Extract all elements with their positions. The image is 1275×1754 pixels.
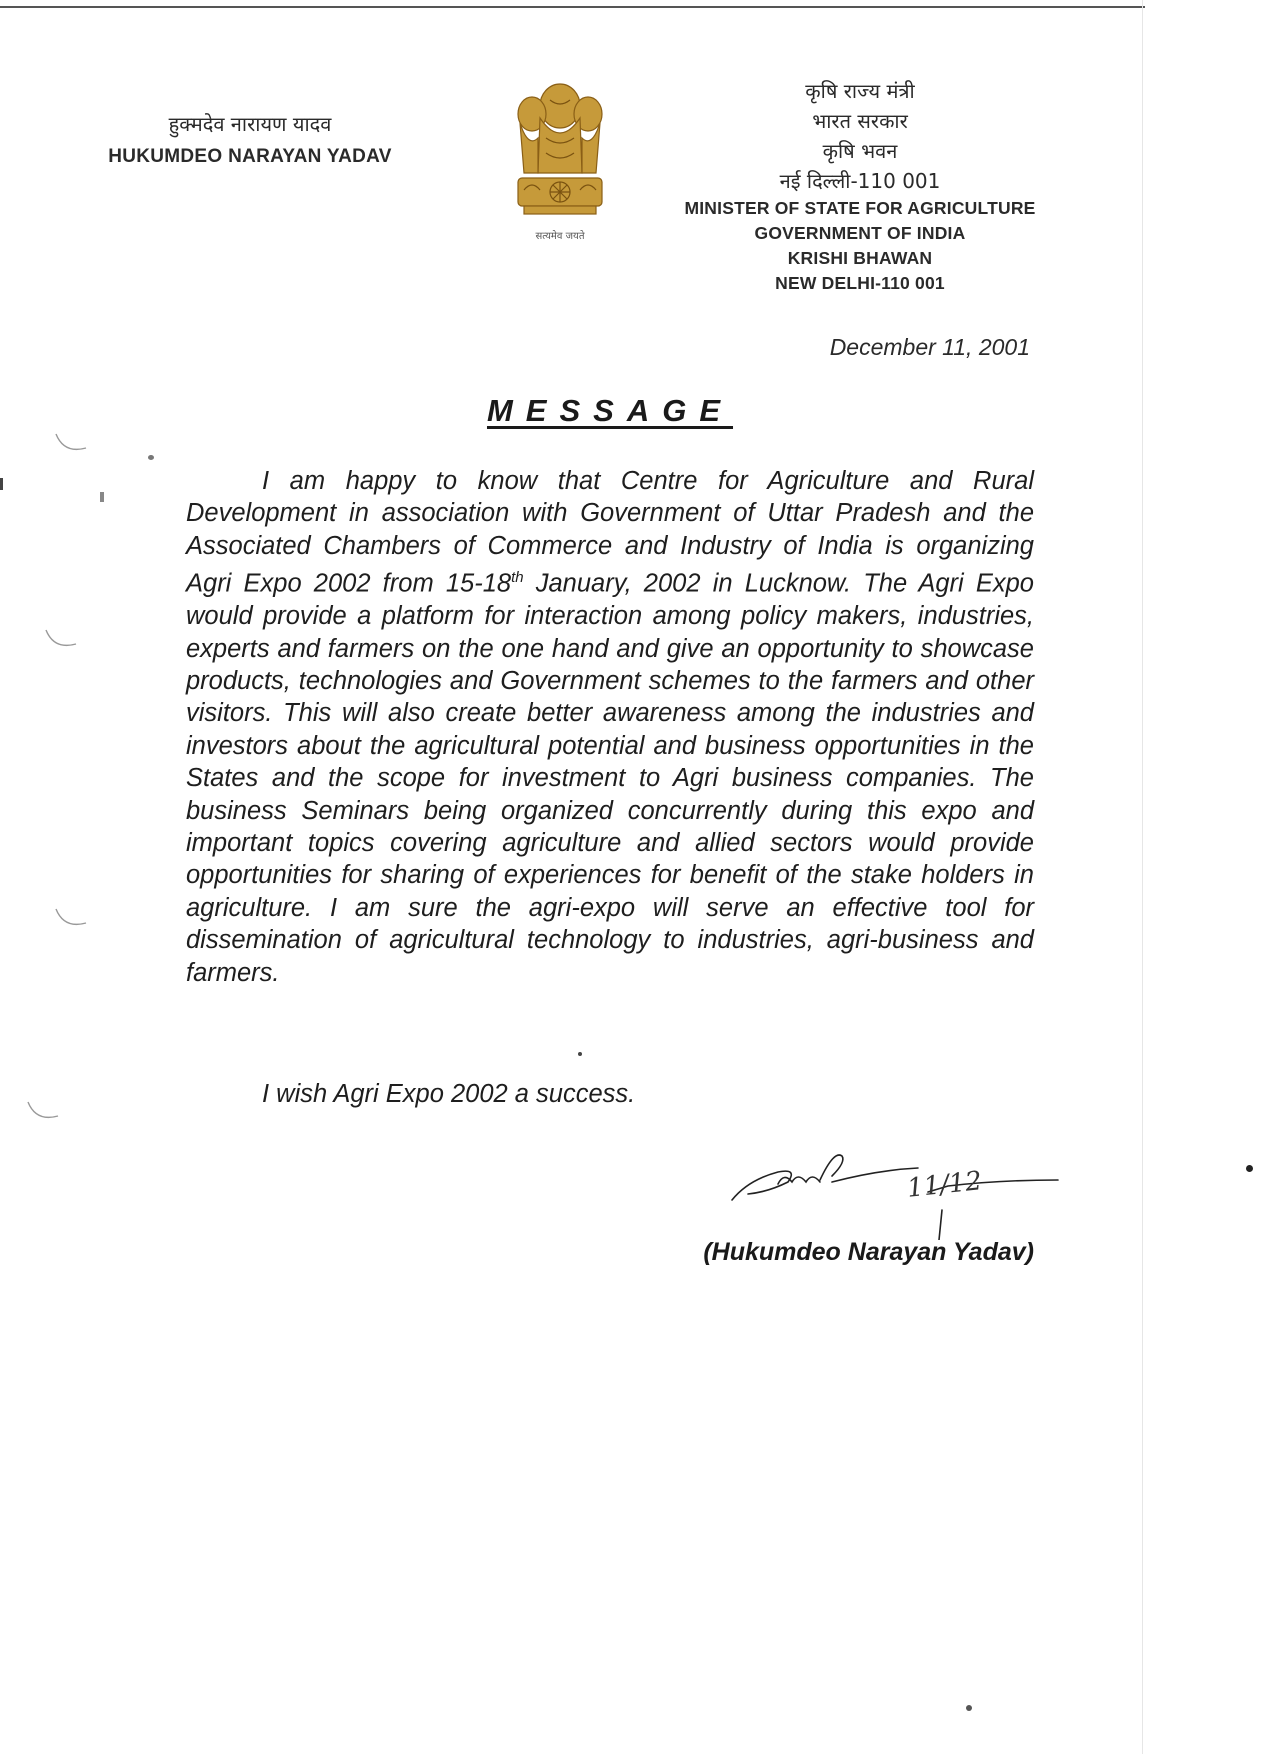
signature-icon	[728, 1120, 1064, 1240]
office-line-english: MINISTER OF STATE FOR AGRICULTURE	[684, 198, 1036, 218]
scan-mark-icon	[42, 626, 82, 656]
office-line-english: GOVERNMENT OF INDIA	[754, 223, 966, 243]
scan-speck	[578, 1052, 582, 1056]
sender-name-hindi: हुक्मदेव नारायण यादव	[168, 112, 332, 136]
scan-speck	[966, 1705, 972, 1711]
message-heading: MESSAGE	[486, 393, 734, 428]
ordinal-suffix: th	[511, 569, 524, 587]
signatory-name: (Hukumdeo Narayan Yadav)	[703, 1238, 1034, 1266]
office-line-english: KRISHI BHAWAN	[787, 248, 933, 268]
letter-date: December 11, 2001	[829, 334, 1030, 360]
page-right-edge	[1142, 0, 1143, 1754]
message-body	[186, 465, 1034, 989]
closing-wish: I wish Agri Expo 2002 a success.	[262, 1080, 636, 1108]
scan-speck	[100, 492, 104, 502]
scan-mark-icon	[52, 430, 92, 460]
office-address	[640, 76, 1080, 296]
office-line-hindi: कृषि राज्य मंत्री	[805, 79, 915, 103]
scan-speck	[1246, 1165, 1253, 1172]
scan-mark-icon	[24, 1098, 64, 1128]
office-line-hindi: कृषि भवन	[822, 139, 898, 163]
office-line-english: NEW DELHI-110 001	[775, 273, 945, 293]
sender-name-english: HUKUMDEO NARAYAN YADAV	[108, 146, 392, 167]
signature-date: 11/12	[905, 1166, 984, 1204]
message-body-text-continued: January, 2002 in Lucknow. The Agri Expo would provide a platform for interaction among policy makers, industries, experts and farmers on the one hand and give an opportunity to showcase products, technologies and Government schemes to the farmers and other visitors. This will also create better awareness among the industries and investors about the agricultural potential and business opportunities in the States and the scope for investment to Agri business companies. The business Seminars being organized concurrently during this expo and important topics covering agriculture and allied sectors would provide opportunities for sharing of experiences for benefit of the stake holders in agriculture. I am sure the agri-expo will serve an effective tool for dissemination of agricultural technology to industries, agri-business and farmers.	[186, 569, 1034, 987]
national-emblem-icon	[510, 78, 610, 246]
scan-mark-icon	[52, 905, 92, 935]
page-top-border	[0, 6, 1145, 8]
emblem-motto: सत्यमेव जयते	[535, 231, 585, 242]
message-body-text: I am happy to know that Centre for Agriculture and Rural Development in association with Government of Uttar Pradesh and the Associated Chambers of Commerce and Industry of India is organizing Agri Expo 2002 from 15-18	[186, 467, 1034, 598]
scan-speck	[148, 455, 154, 460]
scan-speck	[0, 478, 3, 490]
office-line-hindi: भारत सरकार	[812, 109, 908, 133]
office-line-hindi: नई दिल्ली-110 001	[779, 169, 941, 193]
